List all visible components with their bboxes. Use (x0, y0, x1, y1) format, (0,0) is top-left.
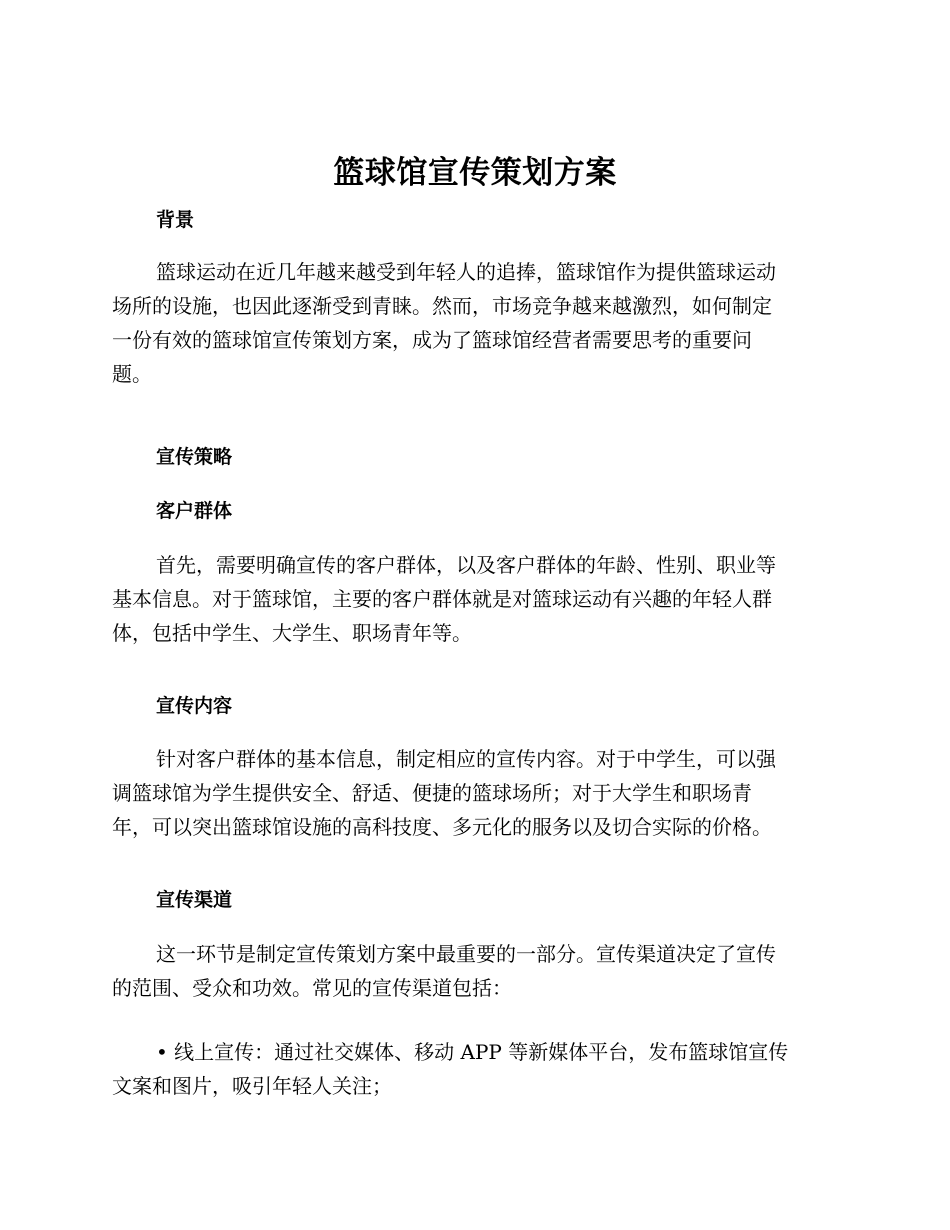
paragraph-line: 体，包括中学生、大学生、职场青年等。 (112, 621, 472, 645)
paragraph-line: 针对客户群体的基本信息，制定相应的宣传内容。对于中学生，可以强 (156, 747, 776, 771)
paragraph-line: 一份有效的篮球馆宣传策划方案，成为了篮球馆经营者需要思考的重要问 (112, 328, 752, 352)
paragraph-line: 调篮球馆为学生提供安全、舒适、便捷的篮球场所；对于大学生和职场青 (112, 781, 752, 805)
bullet-online-promotion (112, 1035, 834, 1103)
heading-strategy: 宣传策略 (156, 446, 233, 468)
paragraph-line: 基本信息。对于篮球馆，主要的客户群体就是对篮球运动有兴趣的年轻人群 (112, 587, 772, 611)
paragraph-background (112, 255, 834, 391)
heading-content: 宣传内容 (156, 695, 233, 717)
bullet-line: 文案和图片，吸引年轻人关注； (112, 1074, 392, 1098)
paragraph-customer (112, 548, 834, 650)
paragraph-line: 的范围、受众和功效。常见的宣传渠道包括： (112, 976, 512, 1000)
bullet-line: • 线上宣传：通过社交媒体、移动 APP 等新媒体平台，发布篮球馆宣传 (156, 1040, 789, 1064)
heading-channel: 宣传渠道 (156, 889, 233, 911)
paragraph-line: 这一环节是制定宣传策划方案中最重要的一部分。宣传渠道决定了宣传 (156, 942, 776, 966)
paragraph-line: 题。 (112, 362, 152, 386)
document-title: 篮球馆宣传策划方案 (333, 155, 617, 191)
paragraph-line: 场所的设施，也因此逐渐受到青睐。然而，市场竞争越来越激烈，如何制定 (112, 294, 772, 318)
paragraph-line: 年，可以突出篮球馆设施的高科技度、多元化的服务以及切合实际的价格。 (112, 815, 772, 839)
heading-background: 背景 (156, 209, 195, 231)
heading-customer: 客户群体 (156, 500, 233, 522)
paragraph-channel (112, 937, 834, 1005)
paragraph-line: 篮球运动在近几年越来越受到年轻人的追捧，篮球馆作为提供篮球运动 (156, 260, 776, 284)
paragraph-line: 首先，需要明确宣传的客户群体，以及客户群体的年龄、性别、职业等 (156, 553, 776, 577)
paragraph-content (112, 742, 834, 844)
